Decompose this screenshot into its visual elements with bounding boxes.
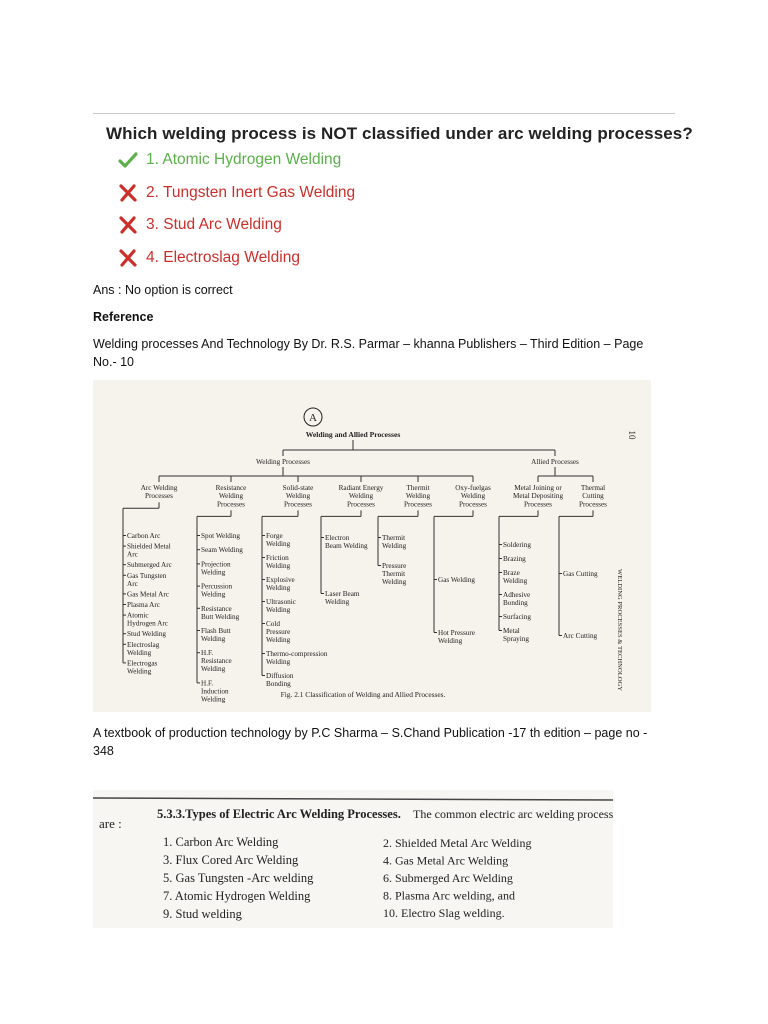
category-title-3: Processes: [284, 500, 312, 509]
diagram-item: Pressure: [266, 628, 291, 636]
diagram-item: Stud Welding: [127, 630, 167, 639]
reference-heading: Reference: [93, 310, 154, 324]
excerpt-item-right: 8. Plasma Arc welding, and: [383, 888, 515, 903]
excerpt-item-right: 2. Shielded Metal Arc Welding: [383, 836, 532, 850]
diagram-item: Welding: [266, 562, 291, 570]
diagram-item: Welding: [503, 577, 528, 585]
diagram-item: Welding: [266, 658, 291, 666]
option-2: [118, 183, 355, 203]
category-title-6: Welding: [460, 492, 486, 501]
category-title-4: Processes: [347, 500, 375, 509]
diagram-item: H.F.: [201, 649, 214, 658]
diagram-item: Seam Welding: [201, 546, 243, 555]
classification-diagram-scan: [93, 380, 651, 712]
category-title-8: Cutting: [582, 492, 604, 501]
question-text: Which welding process is NOT classified under arc welding processes?: [106, 124, 693, 143]
diagram-item: Spot Welding: [201, 532, 241, 540]
diagram-item: Welding: [201, 695, 226, 704]
diagram-item: Electroslag: [127, 640, 160, 649]
diagram-item: Welding: [266, 584, 291, 592]
diagram-item: Bonding: [266, 680, 291, 688]
excerpt-are: are :: [99, 816, 122, 831]
excerpt-item-left: 7. Atomic Hydrogen Welding: [163, 889, 311, 903]
diagram-item: Welding: [127, 648, 152, 657]
excerpt-item-left: 1. Carbon Arc Welding: [163, 835, 279, 849]
diagram-caption: Fig. 2.1 Classification of Welding and Allied Processes.: [280, 690, 446, 699]
answer-text: Ans : No option is correct: [93, 283, 233, 297]
diagram-item: Pressure: [382, 562, 407, 570]
category-title-2: Welding: [218, 492, 244, 501]
cross-icon: [118, 215, 138, 235]
category-title-1: Arc Welding: [140, 484, 178, 492]
diagram-item: Resistance: [201, 604, 232, 613]
category-title-7: Metal Depositing: [512, 492, 564, 501]
diagram-item: Electron: [325, 534, 350, 542]
top-divider: [93, 113, 675, 114]
category-title-5: Welding: [405, 492, 431, 501]
excerpt-item-left: 3. Flux Cored Arc Welding: [163, 853, 299, 867]
textbook-excerpt-scan: [93, 790, 613, 928]
diagram-item: Welding: [201, 635, 226, 643]
diagram-item: Forge: [266, 532, 283, 540]
option-3: [118, 215, 282, 235]
excerpt-heading: 5.3.3.Types of Electric Arc Welding Processes.: [157, 807, 401, 821]
diagram-item: Ultrasonic: [266, 598, 296, 606]
diagram-item: Gas Welding: [438, 576, 476, 584]
diagram-item: Welding: [127, 667, 152, 676]
welding-processes-node: Welding Processes: [256, 458, 310, 466]
category-title-6: Oxy-fuelgas: [455, 484, 491, 492]
diagram-item: Projection: [201, 560, 231, 569]
option-1: [118, 150, 341, 170]
classification-tree: [93, 380, 651, 712]
category-title-7: Metal Joining or: [514, 484, 562, 492]
textbook-excerpt: [93, 790, 613, 928]
diagram-item: Surfacing: [503, 613, 531, 621]
page-number: 10: [627, 430, 637, 440]
category-title-1: Processes: [145, 492, 173, 501]
diagram-item: Shielded Metal: [127, 542, 171, 551]
diagram-item: Welding: [438, 637, 463, 645]
diagram-item: Welding: [266, 540, 291, 548]
diagram-item: Brazing: [503, 555, 526, 563]
diagram-item: Electrogas: [127, 659, 158, 668]
diagram-item: Spraying: [503, 635, 529, 643]
diagram-item: Flash Butt: [201, 627, 231, 635]
diagram-item: Laser Beam: [325, 590, 360, 598]
side-running-title: WELDING PROCESSES & TECHNOLOGY: [616, 568, 623, 692]
diagram-item: Percussion: [201, 582, 233, 591]
category-title-6: Processes: [459, 500, 487, 509]
category-title-4: Radiant Energy: [338, 484, 384, 492]
diagram-item: Resistance: [201, 657, 232, 666]
excerpt-item-left: 9. Stud welding: [163, 907, 242, 921]
diagram-item: Welding: [325, 598, 350, 606]
diagram-item: Welding: [382, 542, 407, 550]
option-label: 3. Stud Arc Welding: [146, 216, 282, 233]
category-title-5: Thermit: [406, 484, 430, 492]
diagram-item: Gas Tungsten: [127, 571, 167, 580]
diagram-item: Butt Welding: [201, 612, 240, 621]
diagram-item: Arc Cutting: [563, 632, 598, 640]
diagram-item: H.F.: [201, 679, 214, 688]
diagram-item: Thermo-compression: [266, 650, 328, 658]
diagram-item: Cold: [266, 620, 280, 628]
diagram-item: Carbon Arc: [127, 532, 161, 540]
diagram-item: Atomic: [127, 611, 149, 620]
category-title-3: Solid-state: [282, 484, 314, 492]
diagram-item: Plasma Arc: [127, 601, 160, 609]
diagram-item: Gas Cutting: [563, 570, 598, 578]
diagram-item: Metal: [503, 627, 520, 635]
diagram-item: Adhesive: [503, 591, 531, 599]
diagram-item: Welding: [201, 568, 226, 577]
cross-icon: [118, 183, 138, 203]
diagram-item: Explosive: [266, 576, 295, 584]
diagram-item: Friction: [266, 554, 289, 562]
allied-processes-node: Allied Processes: [531, 458, 579, 466]
reference-1-line-2: No.- 10: [93, 355, 134, 369]
excerpt-item-left: 5. Gas Tungsten -Arc welding: [163, 871, 314, 885]
category-title-5: Processes: [404, 500, 432, 509]
excerpt-item-right: 6. Submerged Arc Welding: [383, 871, 513, 885]
option-label: 1. Atomic Hydrogen Welding: [146, 151, 342, 168]
category-title-7: Processes: [524, 500, 552, 509]
diagram-item: Welding: [266, 636, 291, 644]
excerpt-heading-rest: The common electric arc welding processes: [413, 807, 613, 821]
diagram-item: Braze: [503, 569, 520, 577]
diagram-item: Welding: [201, 590, 226, 599]
option-label: 4. Electroslag Welding: [146, 249, 300, 266]
diagram-item: Diffusion: [266, 672, 294, 680]
diagram-item: Gas Metal Arc: [127, 590, 169, 599]
circle-mark-letter: A: [309, 412, 317, 424]
root-node: Welding and Allied Processes: [305, 430, 401, 439]
diagram-item: Beam Welding: [325, 542, 368, 550]
cross-icon: [118, 248, 138, 268]
diagram-item: Induction: [201, 687, 229, 696]
diagram-item: Arc: [127, 550, 138, 559]
reference-2-line-1: A textbook of production technology by P.C Sharma – S.Chand Publication -17 th edition – page no -: [93, 726, 648, 740]
excerpt-item-right: 10. Electro Slag welding.: [383, 906, 505, 920]
diagram-item: Thermit: [382, 534, 406, 542]
category-title-8: Thermal: [580, 484, 606, 492]
category-title-4: Welding: [348, 492, 374, 501]
diagram-item: Arc: [127, 579, 138, 588]
diagram-item: Hot Pressure: [438, 629, 475, 637]
diagram-item: Bonding: [503, 599, 528, 607]
option-4: [118, 248, 300, 268]
category-title-3: Welding: [285, 492, 311, 501]
diagram-item: Submerged Arc: [127, 561, 172, 570]
category-title-8: Processes: [579, 500, 607, 509]
diagram-item: Welding: [201, 665, 226, 674]
reference-2-line-2: 348: [93, 744, 114, 758]
check-icon: [118, 150, 138, 170]
excerpt-item-right: 4. Gas Metal Arc Welding: [383, 853, 509, 868]
option-label: 2. Tungsten Inert Gas Welding: [146, 184, 356, 201]
reference-1-line-1: Welding processes And Technology By Dr. R.S. Parmar – khanna Publishers – Third Edition – Page: [93, 337, 644, 351]
diagram-item: Welding: [266, 606, 291, 614]
category-title-2: Processes: [217, 500, 245, 509]
diagram-item: Soldering: [503, 541, 531, 549]
diagram-item: Thermit: [382, 570, 406, 578]
diagram-item: Hydrogen Arc: [127, 619, 168, 628]
diagram-item: Welding: [382, 578, 407, 586]
category-title-2: Resistance: [215, 484, 247, 492]
